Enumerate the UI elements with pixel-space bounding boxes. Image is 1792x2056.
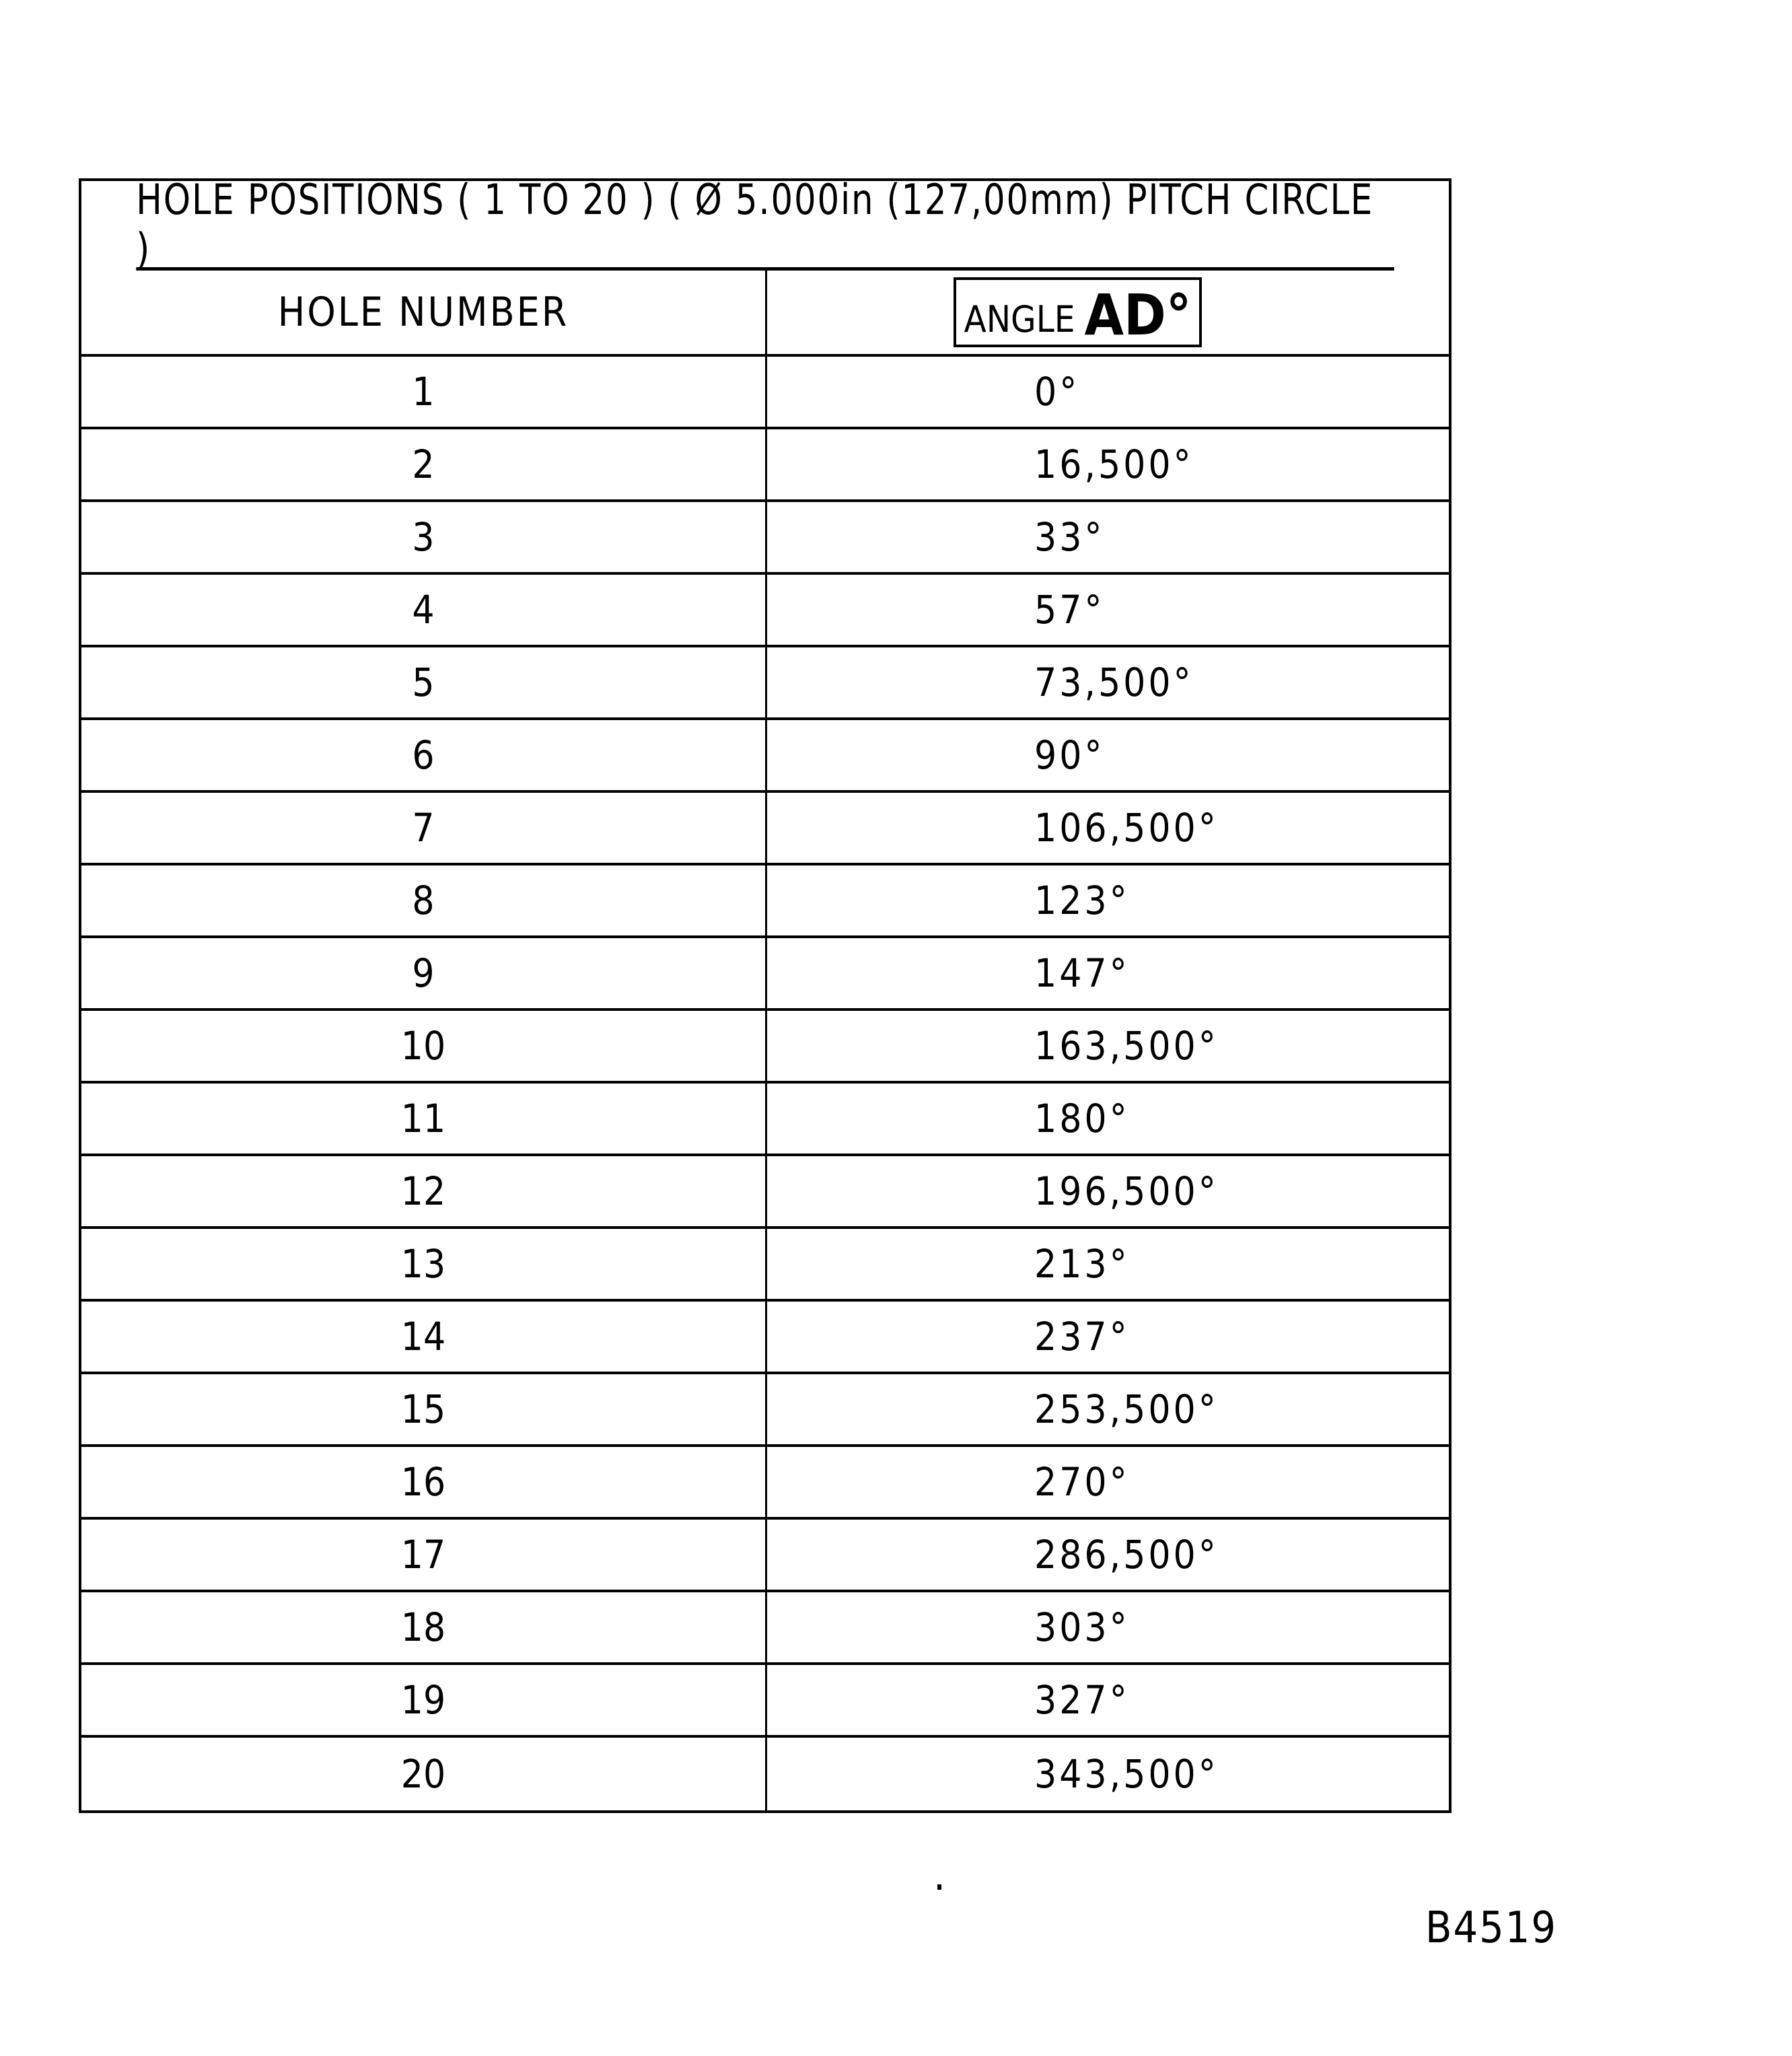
hole-number-cell: 6: [81, 720, 767, 790]
hole-number-cell: 1: [81, 357, 767, 427]
angle-cell: 106,500°: [1034, 805, 1219, 851]
table-row: [81, 1592, 1449, 1665]
hole-number-cell: 9: [81, 938, 767, 1008]
hole-number-cell: 16: [81, 1447, 767, 1517]
angle-cell: 213°: [1034, 1241, 1130, 1287]
header-angle: [767, 271, 1449, 354]
angle-cell: 180°: [1034, 1096, 1130, 1141]
table-row: [81, 1665, 1449, 1738]
table-row: [81, 793, 1449, 865]
hole-number-cell: 10: [81, 1011, 767, 1081]
angle-cell: 16,500°: [1034, 441, 1194, 487]
hole-number-cell: 19: [81, 1665, 767, 1735]
hole-number-cell: 20: [81, 1738, 767, 1810]
table-row: [81, 1520, 1449, 1592]
hole-number-cell: 4: [81, 575, 767, 645]
angle-cell: 33°: [1034, 514, 1105, 560]
table-row: [81, 720, 1449, 793]
angle-cell: 253,500°: [1034, 1386, 1219, 1432]
table-row: [81, 1156, 1449, 1229]
hole-number-cell: 17: [81, 1520, 767, 1590]
header-row: [81, 271, 1449, 357]
angle-cell: 343,500°: [1034, 1751, 1219, 1797]
table-row: [81, 1084, 1449, 1156]
angle-cell: 147°: [1034, 950, 1130, 996]
angle-cell: 73,500°: [1034, 660, 1194, 705]
stray-mark: [937, 1884, 941, 1890]
table-row: [81, 865, 1449, 938]
angle-cell: 303°: [1034, 1604, 1130, 1650]
table-row: [81, 1229, 1449, 1302]
table-row: [81, 502, 1449, 575]
angle-cell: 327°: [1034, 1677, 1130, 1723]
hole-positions-table: [79, 175, 1451, 1813]
hole-number-cell: 15: [81, 1374, 767, 1444]
hole-number-cell: 14: [81, 1302, 767, 1372]
hole-number-cell: 7: [81, 793, 767, 863]
table-row: [81, 1738, 1449, 1810]
angle-cell: 57°: [1034, 587, 1105, 633]
table-title: HOLE POSITIONS ( 1 TO 20 ) ( Ø 5.000in (127,00mm) PITCH CIRCLE ): [136, 181, 1394, 271]
angle-label-box: [954, 277, 1203, 347]
drawing-code: B4519: [1425, 1903, 1557, 1953]
table-row: [81, 1302, 1449, 1374]
angle-cell: 123°: [1034, 878, 1130, 923]
angle-cell: 196,500°: [1034, 1168, 1219, 1214]
hole-number-cell: 12: [81, 1156, 767, 1226]
hole-number-cell: 11: [81, 1084, 767, 1154]
hole-number-cell: 3: [81, 502, 767, 572]
angle-cell: 163,500°: [1034, 1023, 1219, 1069]
table-row: [81, 429, 1449, 502]
table-row: [81, 1011, 1449, 1084]
hole-number-cell: 13: [81, 1229, 767, 1299]
angle-cell: 270°: [1034, 1459, 1130, 1505]
hole-number-cell: 8: [81, 865, 767, 935]
hole-number-cell: 2: [81, 429, 767, 499]
hole-number-cell: 5: [81, 647, 767, 717]
table-row: [81, 1374, 1449, 1447]
table-row: [81, 938, 1449, 1011]
angle-cell: 237°: [1034, 1314, 1130, 1359]
angle-symbol: AD°: [1084, 282, 1192, 348]
angle-cell: 0°: [1034, 369, 1080, 415]
table-row: [81, 357, 1449, 429]
angle-cell: 286,500°: [1034, 1532, 1219, 1578]
angle-cell: 90°: [1034, 732, 1105, 778]
table-row: [81, 647, 1449, 720]
table-row: [81, 1447, 1449, 1520]
header-hole-number: HOLE NUMBER: [81, 271, 767, 354]
hole-number-cell: 18: [81, 1592, 767, 1662]
angle-label: ANGLE: [964, 298, 1075, 341]
table-row: [81, 575, 1449, 647]
